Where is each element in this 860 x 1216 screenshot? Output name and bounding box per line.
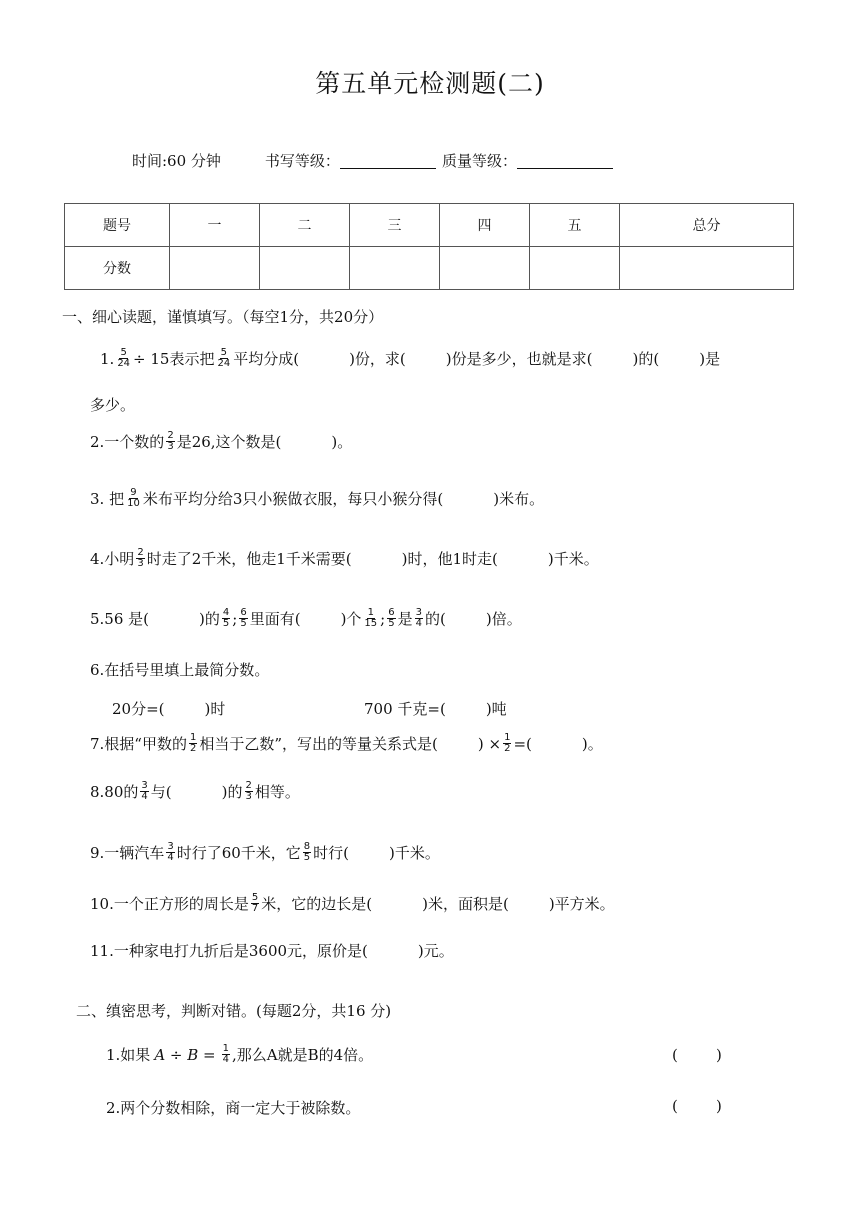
question-text: )平方米。 (548, 895, 615, 913)
fraction: $\frac{1}{2}$ (189, 732, 197, 754)
header-cell: 五 (530, 204, 620, 247)
question-text: 4.小明 (90, 550, 135, 568)
section-2-heading: 二、缜密思考，判断对错。(每题2分，共16 分) (76, 1002, 392, 1020)
score-cell[interactable] (440, 247, 530, 290)
header-cell: 四 (440, 204, 530, 247)
exam-meta (132, 150, 619, 171)
question-text: )的 (221, 783, 243, 801)
question-text: )米布。 (493, 490, 545, 508)
fraction: $\frac{5}{7}$ (251, 892, 259, 914)
fraction: $\frac{2}{3}$ (245, 780, 252, 802)
question-text: 与( (150, 783, 172, 801)
header-cell: 二 (260, 204, 350, 247)
writing-grade-label: 书写等级： (264, 152, 340, 170)
question-text: 相当于乙数”，写出的等量关系式是( (199, 735, 438, 753)
score-row-label: 分数 (65, 247, 170, 290)
time-limit: 时间:60 分钟 (132, 152, 221, 170)
question-2 (90, 431, 352, 452)
question-text: )份，求( (349, 350, 406, 368)
fraction: $\frac{3}{4}$ (415, 607, 422, 629)
fraction: $\frac{8}{5}$ (303, 841, 311, 863)
score-table (64, 203, 794, 290)
section-1-heading: 一、细心读题，谨慎填写。（每空1分，共20分） (62, 308, 384, 326)
fraction: $\frac{1}{2}$ (504, 732, 511, 754)
question-text: 米布平均分给3只小猴做衣服，每只小猴分得( (142, 490, 444, 508)
question-text: )时 (204, 700, 226, 718)
question-text: 米，它的边长是( (261, 895, 373, 913)
question-1-continued: 多少。 (90, 396, 136, 414)
question-text: 是26,这个数是( (176, 433, 282, 451)
quality-grade-label: 质量等级： (441, 152, 517, 170)
question-11 (90, 940, 454, 961)
score-cell[interactable] (260, 247, 350, 290)
question-8 (90, 781, 300, 802)
question-text: )。 (331, 433, 353, 451)
fraction: $\frac{4}{5}$ (222, 607, 230, 629)
score-cell[interactable] (170, 247, 260, 290)
fraction: $\frac{6}{5}$ (240, 607, 247, 629)
page-title: 第五单元检测题(二) (315, 69, 545, 98)
question-text: 9.一辆汽车 (90, 844, 165, 862)
question-text: 2.一个数的 (90, 433, 165, 451)
question-text: )千米。 (389, 844, 440, 862)
question-text: 1.如果 (106, 1046, 151, 1064)
question-text: 8.80的 (90, 783, 139, 801)
question-text: 时行( (313, 844, 350, 862)
fraction: $\frac{3}{4}$ (167, 841, 174, 863)
question-text: 平均分成( (233, 350, 300, 368)
question-10 (90, 893, 615, 914)
question-text: 3. 把 (90, 490, 125, 508)
fraction: $\frac{3}{4}$ (141, 780, 148, 802)
judge-1 (106, 1044, 373, 1065)
question-text: ; (232, 609, 238, 628)
question-text: )的( (632, 350, 660, 368)
question-text: )时，他1时走( (401, 550, 498, 568)
fraction: $\frac{5}{24}$ (117, 347, 131, 369)
question-text: 时走了2千米，他走1千米需要( (146, 550, 352, 568)
question-text: 7.根据“甲数的 (90, 735, 187, 753)
question-text: 700 千克=( (364, 700, 446, 718)
question-text: ,那么A就是B的4倍。 (231, 1046, 374, 1064)
question-text: )的 (199, 610, 220, 628)
question-text: )吨 (485, 700, 507, 718)
fraction: $\frac{5}{24}$ (217, 347, 231, 369)
question-1 (100, 348, 720, 369)
question-text: 时行了60千米，它 (176, 844, 301, 862)
question-text: )元。 (417, 942, 454, 960)
question-text: 5.56 是( (90, 610, 150, 628)
fraction: $\frac{6}{5}$ (388, 607, 395, 629)
question-number: 1. (100, 349, 115, 368)
score-table-score-row (65, 247, 794, 290)
score-cell[interactable] (620, 247, 794, 290)
math-expression: A ÷ B = (154, 1045, 216, 1064)
fraction: $\frac{1}{4}$ (222, 1043, 229, 1065)
question-3 (90, 488, 544, 509)
header-cell: 题号 (65, 204, 170, 247)
question-text: )个 (340, 610, 362, 628)
question-text: =( (513, 734, 532, 753)
score-cell[interactable] (350, 247, 440, 290)
question-6-part-b (364, 698, 507, 719)
fraction: $\frac{1}{15}$ (364, 607, 378, 629)
question-9 (90, 842, 440, 863)
question-text: )千米。 (547, 550, 599, 568)
question-text: 相等。 (254, 783, 300, 801)
header-cell: 一 (170, 204, 260, 247)
question-6: 6.在括号里填上最简分数。 (90, 661, 270, 679)
question-6-part-a (112, 698, 225, 719)
writing-grade-blank[interactable] (340, 152, 436, 169)
question-text: 20分=( (112, 700, 165, 718)
question-text: 里面有( (249, 610, 301, 628)
question-4 (90, 548, 599, 569)
question-text: ) × (477, 734, 502, 753)
question-text: 是 (397, 610, 413, 628)
fraction: $\frac{2}{3}$ (167, 430, 174, 452)
header-cell: 总分 (620, 204, 794, 247)
question-7 (90, 733, 603, 754)
fraction: $\frac{2}{3}$ (137, 547, 144, 569)
header-cell: 三 (350, 204, 440, 247)
fraction: $\frac{9}{10}$ (127, 487, 140, 509)
question-5 (90, 608, 522, 629)
question-text: ; (380, 609, 386, 628)
judge-2: 2.两个分数相除，商一定大于被除数。 (106, 1099, 361, 1117)
question-text: )倍。 (485, 610, 522, 628)
question-text: 的( (424, 610, 446, 628)
quality-grade-blank[interactable] (517, 152, 613, 169)
question-text: )米，面积是( (422, 895, 509, 913)
judge-1-answer-box[interactable]: ( ) (672, 1046, 722, 1064)
question-text: ÷ 15表示把 (133, 350, 215, 368)
score-table-header-row (65, 204, 794, 247)
question-text: )份是多少，也就是求( (445, 350, 593, 368)
question-text: )是 (699, 350, 721, 368)
question-text: )。 (581, 735, 603, 753)
judge-2-answer-box[interactable]: ( ) (672, 1097, 722, 1115)
question-text: 10.一个正方形的周长是 (90, 895, 249, 913)
question-text: 11.一种家电打九折后是3600元，原价是( (90, 942, 368, 960)
score-cell[interactable] (530, 247, 620, 290)
